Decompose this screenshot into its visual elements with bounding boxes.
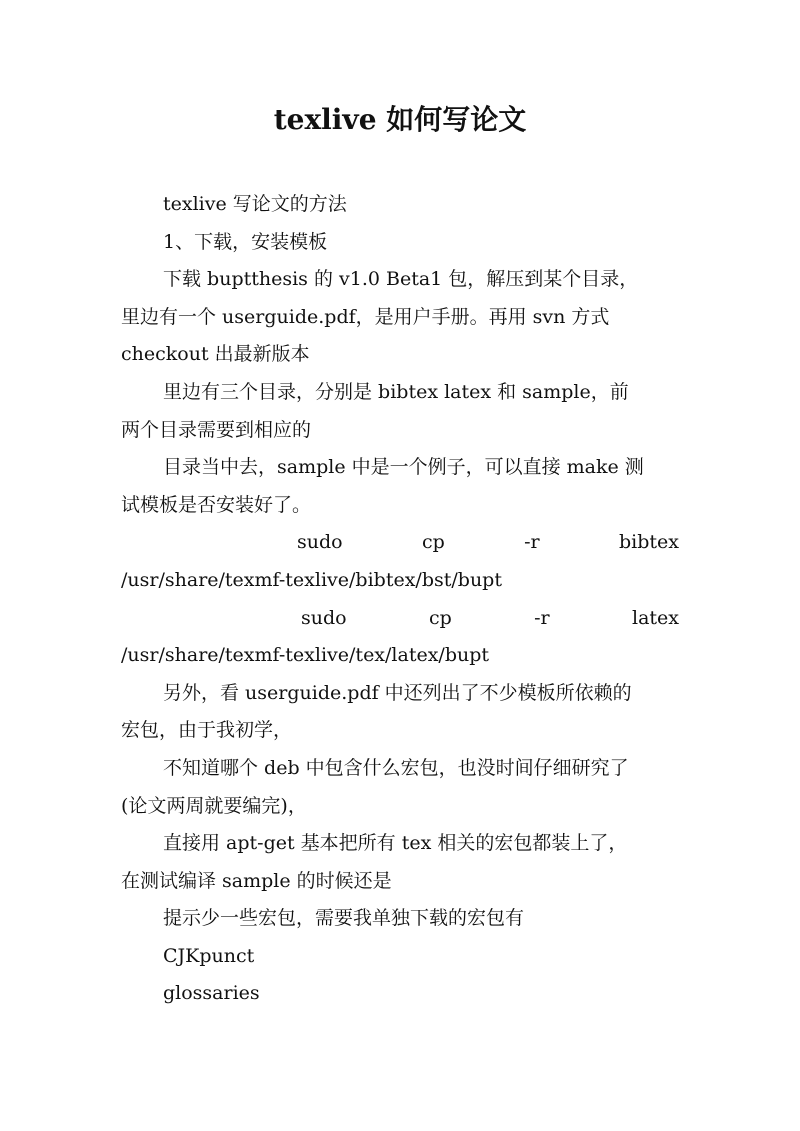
paragraph-5: [121, 449, 679, 524]
text-line: 目录当中去，sample 中是一个例子，可以直接 make 测: [163, 456, 644, 479]
paragraph-6: [121, 675, 679, 750]
text-line: 下载 buptthesis 的 v1.0 Beta1 包，解压到某个目录，: [163, 268, 639, 291]
text-line: 里边有一个 userguide.pdf，是用户手册。再用 svn 方式: [121, 305, 610, 328]
paragraph-8: [121, 825, 679, 900]
paragraph-2: [121, 224, 679, 262]
command-word: latex: [632, 606, 679, 629]
text-line: 不知道哪个 deb 中包含什么宏包，也没时间仔细研究了: [163, 756, 629, 779]
command-word: cp: [421, 531, 445, 554]
command-word: sudo: [301, 606, 347, 629]
paragraph-7: [121, 750, 679, 825]
command-words: [121, 600, 679, 638]
text-line: 直接用 apt-get 基本把所有 tex 相关的宏包都装上了，: [163, 832, 628, 855]
paragraph-4: [121, 374, 679, 449]
page-title: texlive 如何写论文: [273, 103, 527, 136]
paragraph-3: [121, 261, 679, 374]
package-name: CJKpunct: [163, 944, 255, 967]
text-line: 在测试编译 sample 的时候还是: [121, 869, 392, 892]
text-line: 试模板是否安装好了。: [121, 493, 312, 516]
command-words: [121, 524, 679, 562]
command-word: -r: [534, 606, 550, 629]
text-line: 里边有三个目录，分别是 bibtex latex 和 sample，前: [163, 380, 629, 403]
command-word: sudo: [297, 531, 343, 554]
paragraph-1: [121, 186, 679, 224]
command-word: bibtex: [619, 531, 679, 554]
text-line: 另外，看 userguide.pdf 中还列出了不少模板所依赖的: [163, 681, 632, 704]
text-line: (论文两周就要编完)，: [121, 794, 307, 817]
command-path: /usr/share/texmf-texlive/tex/latex/bupt: [121, 644, 490, 667]
command-1: [121, 524, 679, 599]
text-line: 1、下载，安装模板: [163, 230, 328, 253]
document-body: [121, 186, 679, 1013]
package-name: glossaries: [163, 982, 260, 1005]
text-line: checkout 出最新版本: [121, 343, 310, 366]
paragraph-9: 提示少一些宏包，需要我单独下载的宏包有: [163, 907, 525, 930]
command-word: cp: [428, 606, 452, 629]
text-line: 宏包，由于我初学，: [121, 719, 293, 742]
text-line: 两个目录需要到相应的: [121, 418, 312, 441]
command-path: /usr/share/texmf-texlive/bibtex/bst/bupt: [121, 568, 502, 591]
command-2: [121, 600, 679, 675]
text-line: texlive 写论文的方法: [163, 193, 347, 215]
command-word: -r: [524, 531, 540, 554]
